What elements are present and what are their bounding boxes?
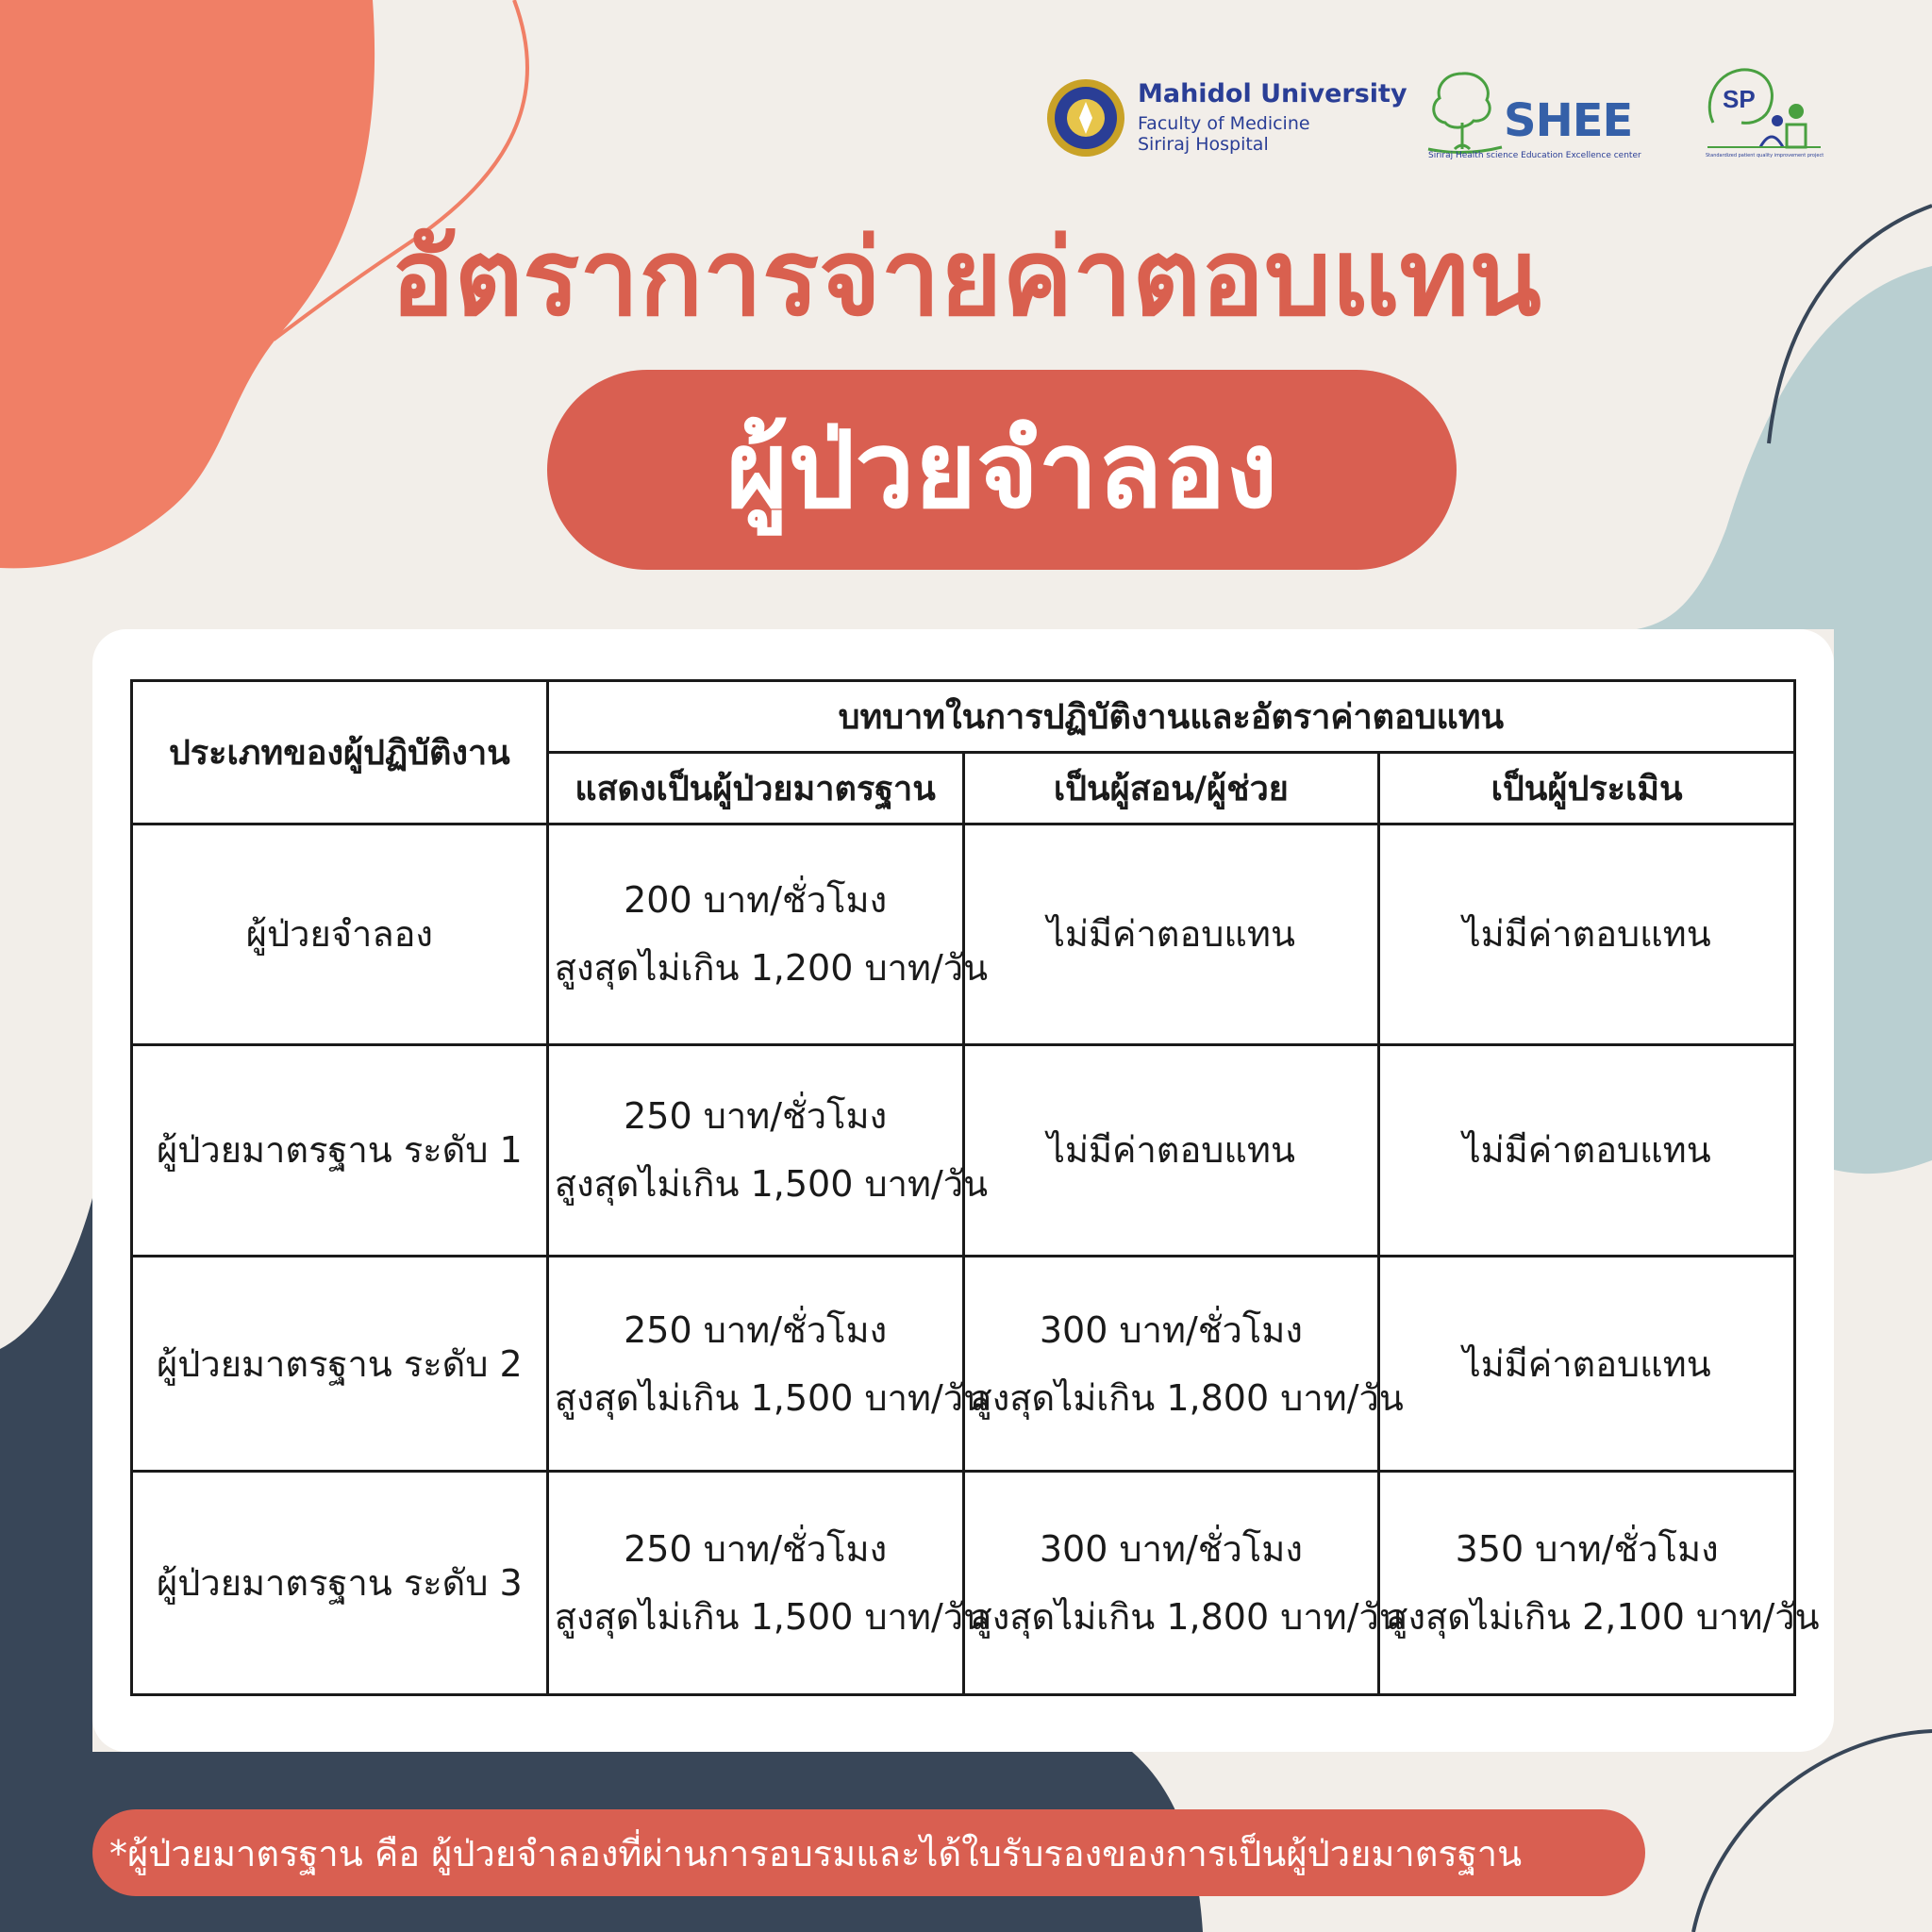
rate-hourly: 250 บาท/ชั่วโมง xyxy=(624,1528,888,1571)
rate-hourly: 200 บาท/ชั่วโมง xyxy=(624,879,888,922)
rate-cell xyxy=(963,1256,1404,1471)
rate-hourly: 350 บาท/ชั่วโมง xyxy=(1455,1528,1719,1571)
page-title: อัตราการจ่ายค่าตอบแทน xyxy=(391,217,1541,340)
rate-daily-max: สูงสุดไม่เกิน 1,800 บาท/วัน xyxy=(970,1376,1404,1419)
rate-hourly: 300 บาท/ชั่วโมง xyxy=(1039,1308,1303,1351)
rate-hourly: 300 บาท/ชั่วโมง xyxy=(1039,1528,1303,1571)
rate-hourly: 250 บาท/ชั่วโมง xyxy=(624,1095,888,1138)
mahidol-seal-icon xyxy=(1045,77,1126,158)
row-type-cell: ผู้ป่วยมาตรฐาน ระดับ 2 xyxy=(132,1256,548,1471)
subtitle-pill xyxy=(547,370,1457,570)
no-compensation: ไม่มีค่าตอบแทน xyxy=(1462,1129,1711,1172)
no-compensation: ไม่มีค่าตอบแทน xyxy=(1046,1129,1295,1172)
rate-cell xyxy=(1379,824,1795,1045)
rate-cell xyxy=(1379,1472,1820,1695)
sp-people-icon xyxy=(1704,66,1826,164)
rate-cell xyxy=(963,1472,1404,1695)
table-row xyxy=(132,1256,1795,1471)
page-subtitle: ผู้ป่วยจำลอง xyxy=(725,409,1278,532)
mahidol-hospital: Siriraj Hospital xyxy=(1138,134,1269,155)
table-row xyxy=(132,1472,1795,1695)
rate-cell xyxy=(963,824,1379,1045)
rate-cell xyxy=(1379,1256,1795,1471)
no-compensation: ไม่มีค่าตอบแทน xyxy=(1046,913,1295,956)
rate-table xyxy=(130,679,1820,1696)
header-role-group: บทบาทในการปฏิบัติงานและอัตราค่าตอบแทน xyxy=(547,681,1794,753)
sp-subtitle: Standardized patient quality improvement project xyxy=(1706,153,1824,158)
header-evaluator: เป็นผู้ประเมิน xyxy=(1379,753,1795,824)
mahidol-faculty: Faculty of Medicine xyxy=(1138,113,1310,134)
shee-logo xyxy=(1426,66,1643,164)
rate-cell xyxy=(1379,1044,1795,1256)
shee-name: SHEE xyxy=(1504,94,1633,147)
footnote-text: *ผู้ป่วยมาตรฐาน คือ ผู้ป่วยจำลองที่ผ่านการอบรมและได้ใบรับรองของการเป็นผู้ป่วยมาตรฐาน xyxy=(109,1832,1523,1874)
rate-daily-max: สูงสุดไม่เกิน 1,800 บาท/วัน xyxy=(970,1596,1404,1639)
no-compensation: ไม่มีค่าตอบแทน xyxy=(1462,913,1711,956)
sp-logo xyxy=(1704,66,1826,164)
rate-cell xyxy=(547,1472,989,1695)
header-standard-patient: แสดงเป็นผู้ป่วยมาตรฐาน xyxy=(547,753,963,824)
row-type-cell: ผู้ป่วยจำลอง xyxy=(132,824,548,1045)
rate-hourly: 250 บาท/ชั่วโมง xyxy=(624,1308,888,1351)
table-row xyxy=(132,1044,1795,1256)
navy-outline-arc-bottom xyxy=(1693,1731,1932,1932)
rate-daily-max: สูงสุดไม่เกิน 1,500 บาท/วัน xyxy=(554,1163,989,1206)
table-card xyxy=(92,629,1834,1752)
rate-daily-max: สูงสุดไม่เกิน 2,100 บาท/วัน xyxy=(1386,1596,1820,1639)
mahidol-logo xyxy=(1045,75,1407,160)
footnote-banner xyxy=(92,1809,1645,1896)
mahidol-name: Mahidol University xyxy=(1138,79,1407,108)
rate-cell xyxy=(547,824,989,1045)
rate-cell xyxy=(963,1044,1379,1256)
rate-daily-max: สูงสุดไม่เกิน 1,500 บาท/วัน xyxy=(554,1376,989,1419)
rate-daily-max: สูงสุดไม่เกิน 1,500 บาท/วัน xyxy=(554,1596,989,1639)
rate-daily-max: สูงสุดไม่เกิน 1,200 บาท/วัน xyxy=(554,947,989,990)
row-type-cell: ผู้ป่วยมาตรฐาน ระดับ 1 xyxy=(132,1044,548,1256)
table-row xyxy=(132,824,1795,1045)
row-type-cell: ผู้ป่วยมาตรฐาน ระดับ 3 xyxy=(132,1472,548,1695)
rate-cell xyxy=(547,1256,989,1471)
rate-cell xyxy=(547,1044,989,1256)
header-teacher-assistant: เป็นผู้สอน/ผู้ช่วย xyxy=(963,753,1379,824)
svg-text:SP: SP xyxy=(1723,85,1756,113)
shee-subtitle: Siriraj Health science Education Excellence center xyxy=(1428,151,1641,160)
no-compensation: ไม่มีค่าตอบแทน xyxy=(1462,1342,1711,1385)
header-type-of-worker: ประเภทของผู้ปฏิบัติงาน xyxy=(132,681,548,824)
table-header-row xyxy=(132,681,1795,753)
